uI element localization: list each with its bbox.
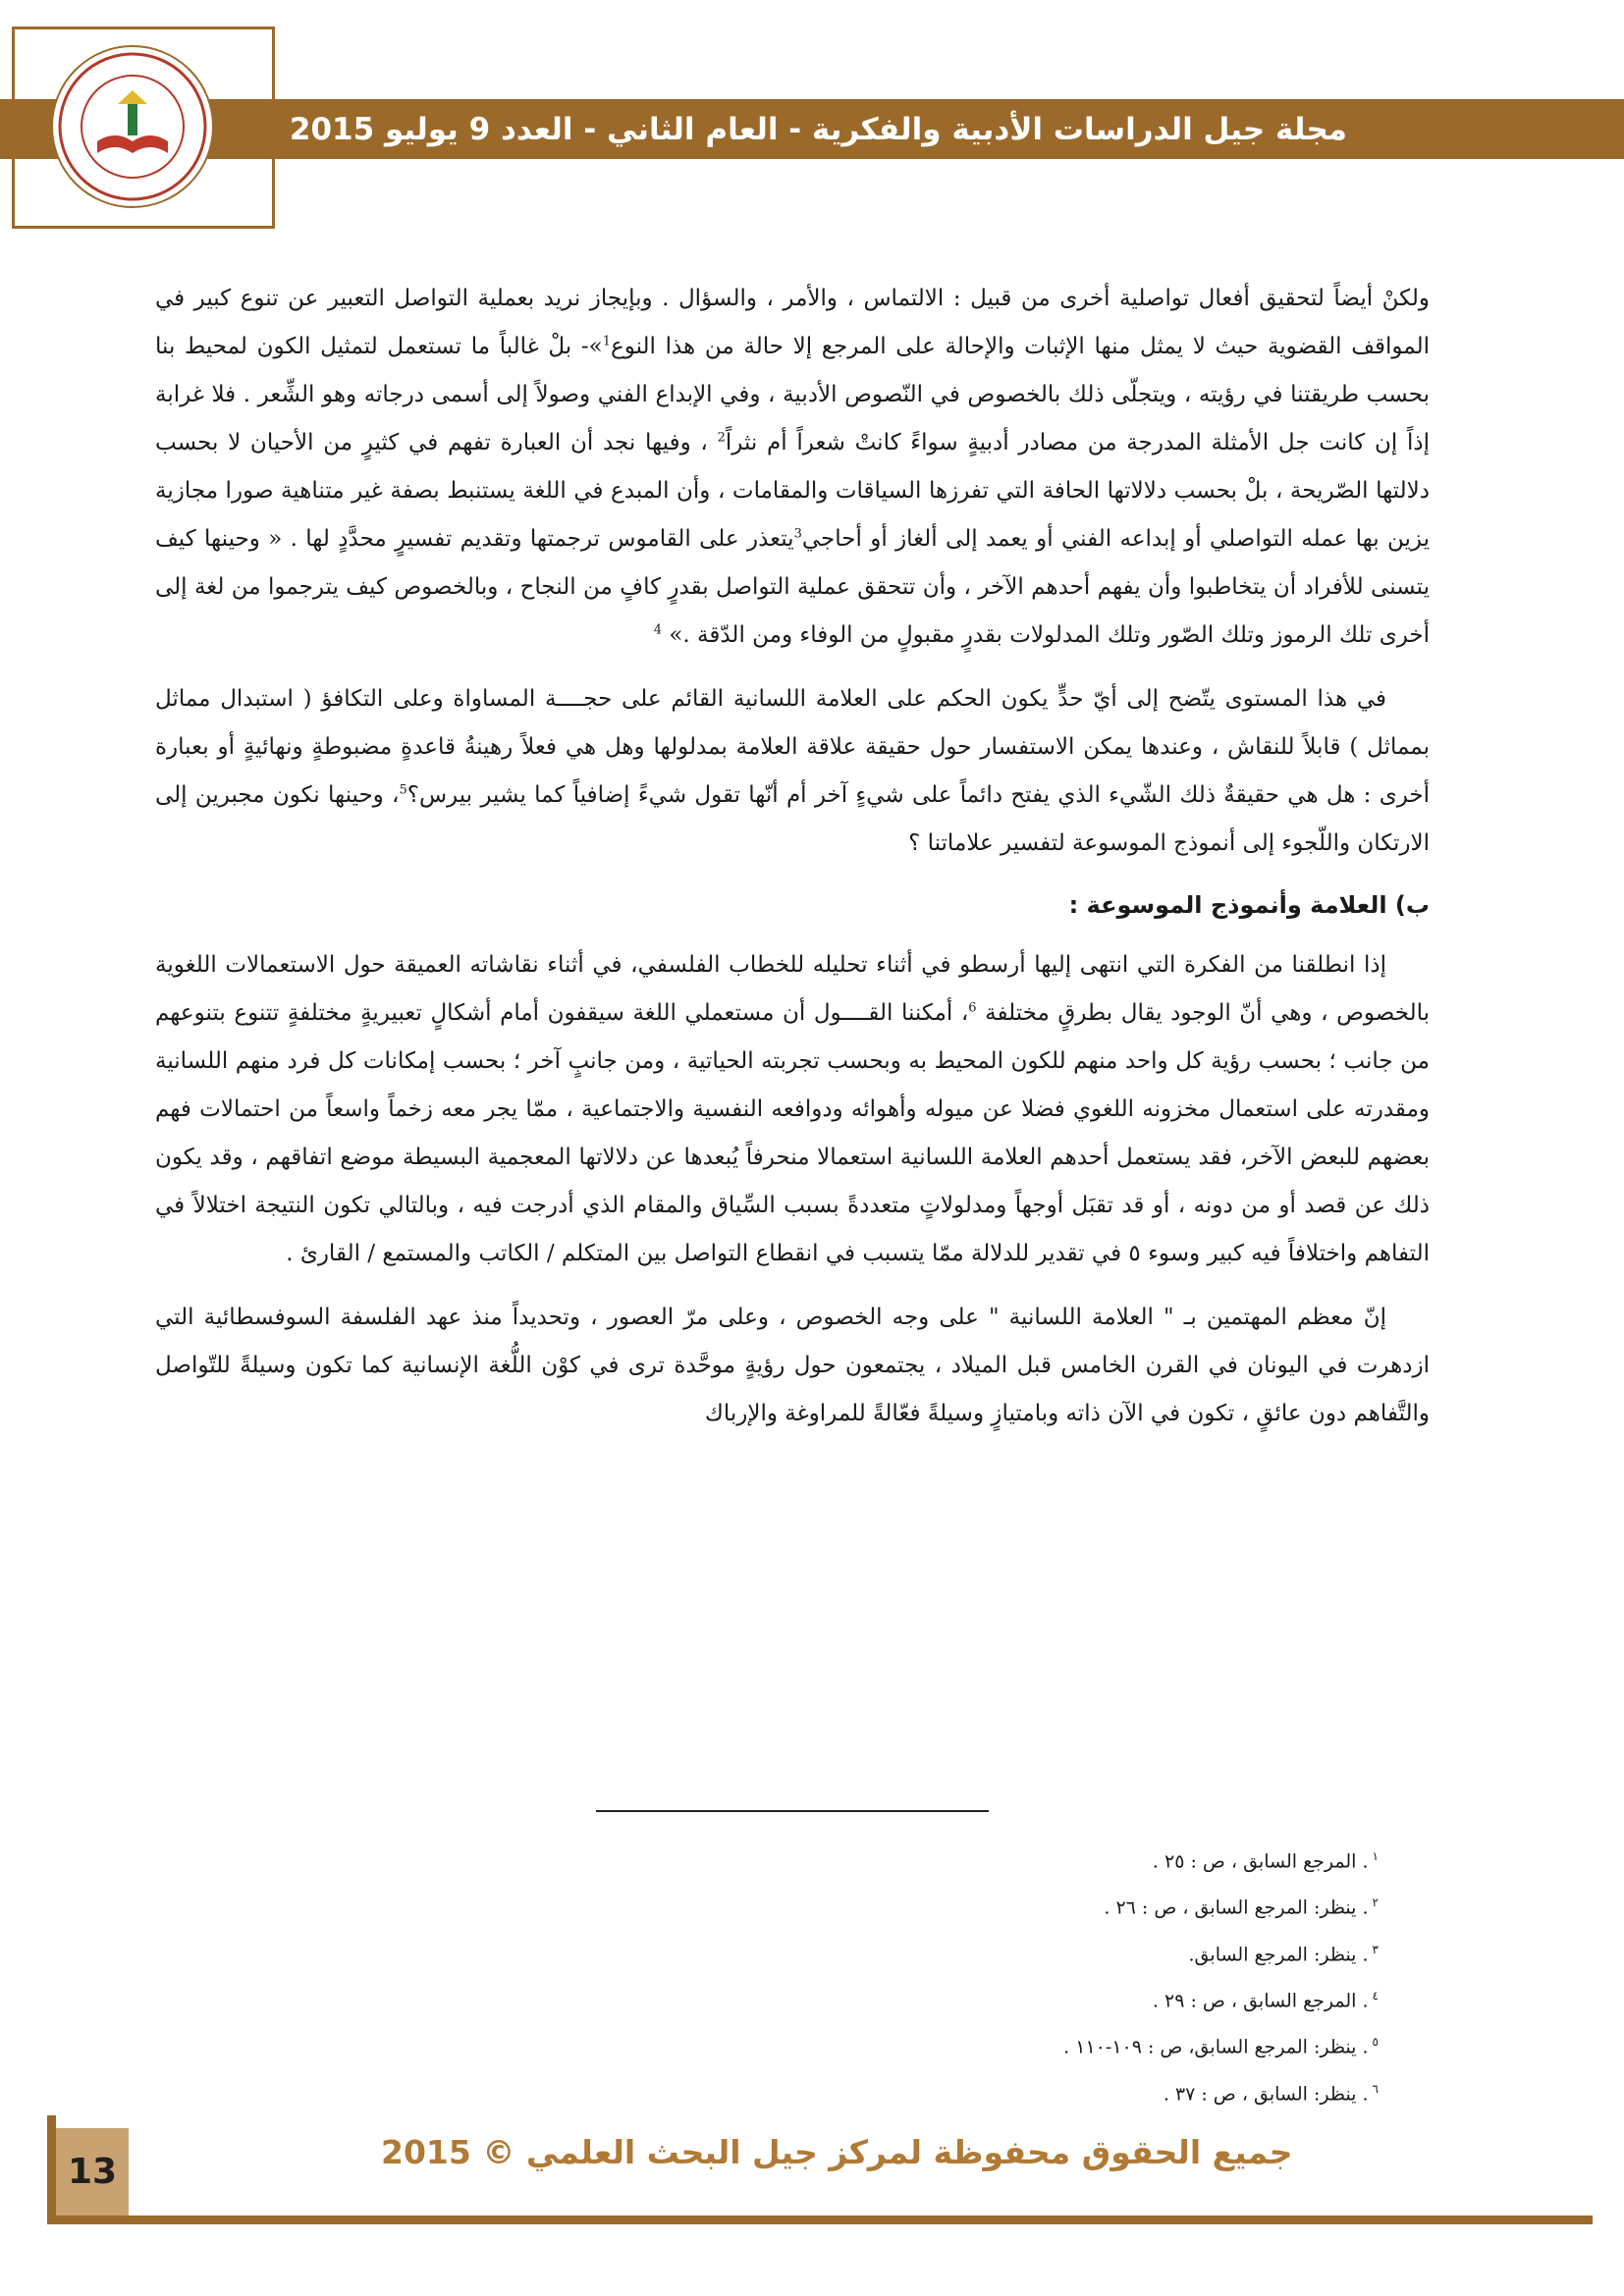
- article-body: [155, 275, 1430, 1438]
- footnote-item: $^٦$. ينظر: السابق ، ص : ٣٧ .: [1163, 2081, 1379, 2105]
- paragraph: ولكنْ أيضاً لتحقيق أفعال تواصلية أخرى من قبيل : الالتماس ، والأمر ، والسؤال . وبإيجاز نريد بعملية التواصل التعبير عن تنوع كبير في المواقف القضوية حيث لا يمثل منها الإثبات والإحالة على المرجع إلا حالة من هذا النوع$^1$»- بلْ غالباً ما تستعمل لتمثيل الكون لمحيط بنا بحسب طريقتنا في رؤيته ، ويتجلّى ذلك بالخصوص في النّصوص الأدبية ، وفي الإبداع الفني وصولاً إلى أسمى درجاته وهو الشِّعر . فلا غرابة إذاً إن كانت جل الأمثلة المدرجة من مصادر أدبيةٍ سواءً كانتْ شعراً أم نثراً$^2$ ، وفيها نجد أن العبارة تفهم في كثيرٍ من الأحيان لا بحسب دلالتها الصّريحة ، بلْ بحسب دلالاتها الحافة التي تفرزها السياقات والمقامات ، وأن المبدع في اللغة يستنبط بصفة غير متناهية صورا مجازية يزين بها عمله التواصلي أو إبداعه الفني أو يعمد إلى ألغاز أو أحاجي$^3$يتعذر على القاموس ترجمتها وتقديم تفسيرٍ محدَّدٍ لها . « وحينها كيف يتسنى للأفراد أن يتخاطبوا وأن يفهم أحدهم الآخر ، وأن تتحقق عملية التواصل بقدرٍ كافٍ من النجاح ، وبالخصوص كيف يترجموا من لغة إلى أخرى تلك الرموز وتلك الصّور وتلك المدلولات بقدرٍ مقبولٍ من الوفاء ومن الدّقة .» $^4$: [155, 286, 1431, 648]
- book-emblem-icon: [53, 47, 212, 206]
- footnote-ref[interactable]: 5: [399, 782, 407, 798]
- footer-rule: [47, 2216, 1593, 2224]
- footnote-separator: [596, 1810, 989, 1812]
- footnote-item: $^٣$. ينظر: المرجع السابق.: [1188, 1942, 1379, 1965]
- page-number: 13: [56, 2128, 129, 2216]
- footnote-ref[interactable]: 1: [602, 334, 611, 349]
- footnote-item: $^٥$. ينظر: المرجع السابق، ص : ١٠٩-١١٠ .: [1063, 2035, 1379, 2058]
- footer-rule-vertical: [47, 2115, 56, 2223]
- copyright-notice: جميع الحقوق محفوظة لمركز جيل البحث العلمي © 2015: [381, 2133, 1293, 2171]
- footnote-item: $^١$. المرجع السابق ، ص : ٢٥ .: [1152, 1849, 1379, 1873]
- footnote-item: $^٤$. المرجع السابق ، ص : ٢٩ .: [1152, 1988, 1379, 2012]
- paragraph: إذا انطلقنا من الفكرة التي انتهى إليها أرسطو في أثناء تحليله للخطاب الفلسفي، في أثناء نقاشاته العميقة حول الاستعمالات اللغوية بالخصوص ، وهي أنّ الوجود يقال بطرقٍ مختلفة $^6$، أمكننا القــــول أن مستعملي اللغة سيقفون أمام أشكالٍ تعبيريةٍ مختلفةٍ تتنوع بتنوعهم من جانب ؛ بحسب رؤية كل واحد منهم للكون المحيط به وبحسب تجربته الحياتية ، ومن جانبٍ آخر ؛ بحسب إمكانات كل فرد منهم اللسانية ومقدرته على استعمال مخزونه اللغوي فضلا عن ميوله وأهوائه ودوافعه النفسية والاجتماعية ، ممّا يجر معه زخماً واسعاً من احتمالات فهم بعضهم للبعض الآخر، فقد يستعمل أحدهم العلامة اللسانية استعمالا منحرفاً يُبعدها عن دلالاتها المعجمية البسيطة موضع اتفاقهم ، وقد يكون ذلك عن قصد أو من دونه ، أو قد تقبَل أوجهاً ومدلولاتٍ متعددةً بسبب السِّياق والمقام الذي أدرجت فيه ، وبالتالي تكون النتيجة اختلالاً في التفاهم واختلافاً فيه كبير وسوء ٥ في تقدير للدلالة ممّا يتسبب في انقطاع التواصل بين المتكلم / الكاتب والمستمع / القارئ .: [155, 952, 1430, 1266]
- footnote-ref[interactable]: 3: [793, 526, 802, 542]
- footnote-ref[interactable]: 2: [717, 430, 726, 446]
- journal-header-title: مجلة جيل الدراسات الأدبية والفكرية - العام الثاني - العدد 9 يوليو 2015: [289, 112, 1347, 147]
- footnotes: [789, 1836, 1379, 2114]
- footnote-ref[interactable]: 6: [968, 1000, 977, 1016]
- journal-logo: [51, 45, 214, 208]
- footnote-ref[interactable]: 4: [653, 622, 663, 638]
- footnote-item: $^٢$. ينظر: المرجع السابق ، ص : ٢٦ .: [1104, 1896, 1379, 1919]
- paragraph: في هذا المستوى يتّضح إلى أيّ حدٍّ يكون الحكم على العلامة اللسانية القائم على حجــــة المساواة وعلى التكافؤ ( استبدال مماثل بمماثل ) قابلاً للنقاش ، وعندها يمكن الاستفسار حول حقيقة علاقة العلامة بمدلولها وهل هي فعلاً رهينةُ قاعدةٍ مضبوطةٍ ونهائيةٍ أو بعبارة أخرى : هل هي حقيقةٌ ذلك الشّيء الذي يفتح دائماً على شيءٍ آخر أم أنّها تقول شيءً إضافياً كما يشير بيرس؟$^5$، وحينها نكون مجبرين إلى الارتكان واللّجوء إلى أنموذج الموسوعة لتفسير علاماتنا ؟: [155, 686, 1430, 856]
- paragraph: إنّ معظم المهتمين بـ " العلامة اللسانية " على وجه الخصوص ، وعلى مرّ العصور ، وتحديداً منذ عهد الفلسفة السوفسطائية التي ازدهرت في اليونان في القرن الخامس قبل الميلاد ، يجتمعون حول رؤيةٍ موحَّدة ترى في كوْن اللُّغة الإنسانية كما تكون وسيلةً للتّواصل والتَّفاهم دون عائقٍ ، تكون في الآن ذاته وبامتيازٍ وسيلةً فعّالةً للمراوغة والإرباك: [155, 1305, 1430, 1426]
- section-heading: ب) العلامة وأنموذج الموسوعة :: [1068, 891, 1430, 919]
